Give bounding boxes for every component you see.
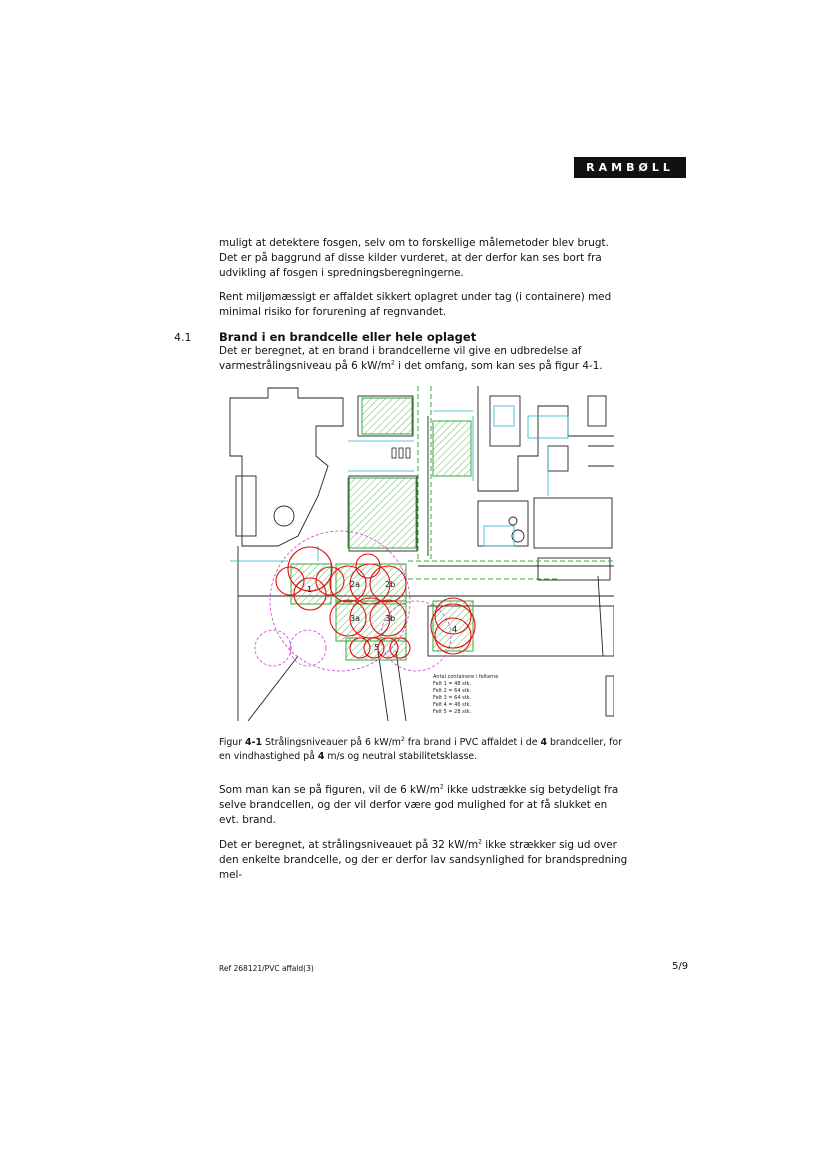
cell-label-1: 1 — [307, 585, 313, 594]
svg-text:Felt 4 = 46 stk.: Felt 4 = 46 stk. — [433, 702, 472, 708]
paragraph-figure-discussion: Som man kan se på figuren, vil de 6 $kW/m^2$ ikke udstrække sig betydeligt fra selve brandcellen, og der vil derfor være god mulighed for at få slukket en evt. brand. — [219, 783, 619, 826]
section-title: Brand i en brandcelle eller hele oplaget — [219, 330, 477, 344]
company-logo: RAMBØLL — [574, 157, 686, 178]
cell-label-4: 4 — [452, 625, 458, 634]
svg-text:Felt 5 = 28 stk.: Felt 5 = 28 stk. — [433, 709, 472, 715]
section-paragraph: Det er beregnet, at en brand i brandcellerne vil give en udbredelse af varmestrålingsniveau på 6 $kW/m^2$ i det omfang, som kan ses på figur 4-1. — [219, 345, 603, 372]
site-plan-drawing — [228, 386, 614, 722]
site-plan-figure — [228, 386, 614, 722]
paragraph-fosgen: muligt at detektere fosgen, selv om to forskellige målemetoder blev brugt. Det er på baggrund af disse kilder vurderet, at der derfor kan ses bort fra udvikling af fosgen i spredningsberegningerne. — [219, 237, 609, 279]
figure-caption: Figur 4-1 Strålingsniveauer på 6 $kW/m^2$ fra brand i PVC affaldet i de 4 brandceller, for en vindhastighed på 4 m/s og neutral stabilitetsklasse. — [219, 735, 623, 762]
cell-label-2a: 2a — [350, 580, 360, 589]
paragraph-32kw: Det er beregnet, at strålingsniveauet på 32 $kW/m^2$ ikke strækker sig ud over den enkelte brandcelle, og der er derfor lav sandsynlighed for brandspredning mel- — [219, 838, 628, 881]
cell-label-2b: 2b — [385, 580, 396, 589]
cell-label-3a: 3a — [350, 614, 360, 623]
cell-label-5: 5 — [374, 643, 380, 652]
svg-text:Felt 2 = 64 stk.: Felt 2 = 64 stk. — [433, 688, 472, 694]
svg-text:Felt 1 = 48 stk.: Felt 1 = 48 stk. — [433, 681, 472, 687]
cell-label-3b: 3b — [385, 614, 396, 623]
figure-legend — [433, 674, 498, 715]
paragraph-miljo: Rent miljømæssigt er affaldet sikkert oplagret under tag (i containere) med minimal risiko for forurening af regnvandet. — [219, 291, 612, 318]
svg-text:Felt 3 = 64 stk.: Felt 3 = 64 stk. — [433, 695, 472, 701]
svg-text:Antal containere i feltarne: Antal containere i feltarne — [433, 674, 499, 680]
section-number: 4.1 — [174, 331, 192, 344]
footer-reference: Ref 268121/PVC affald(3) — [219, 964, 314, 973]
page-number: 5/9 — [672, 961, 689, 972]
